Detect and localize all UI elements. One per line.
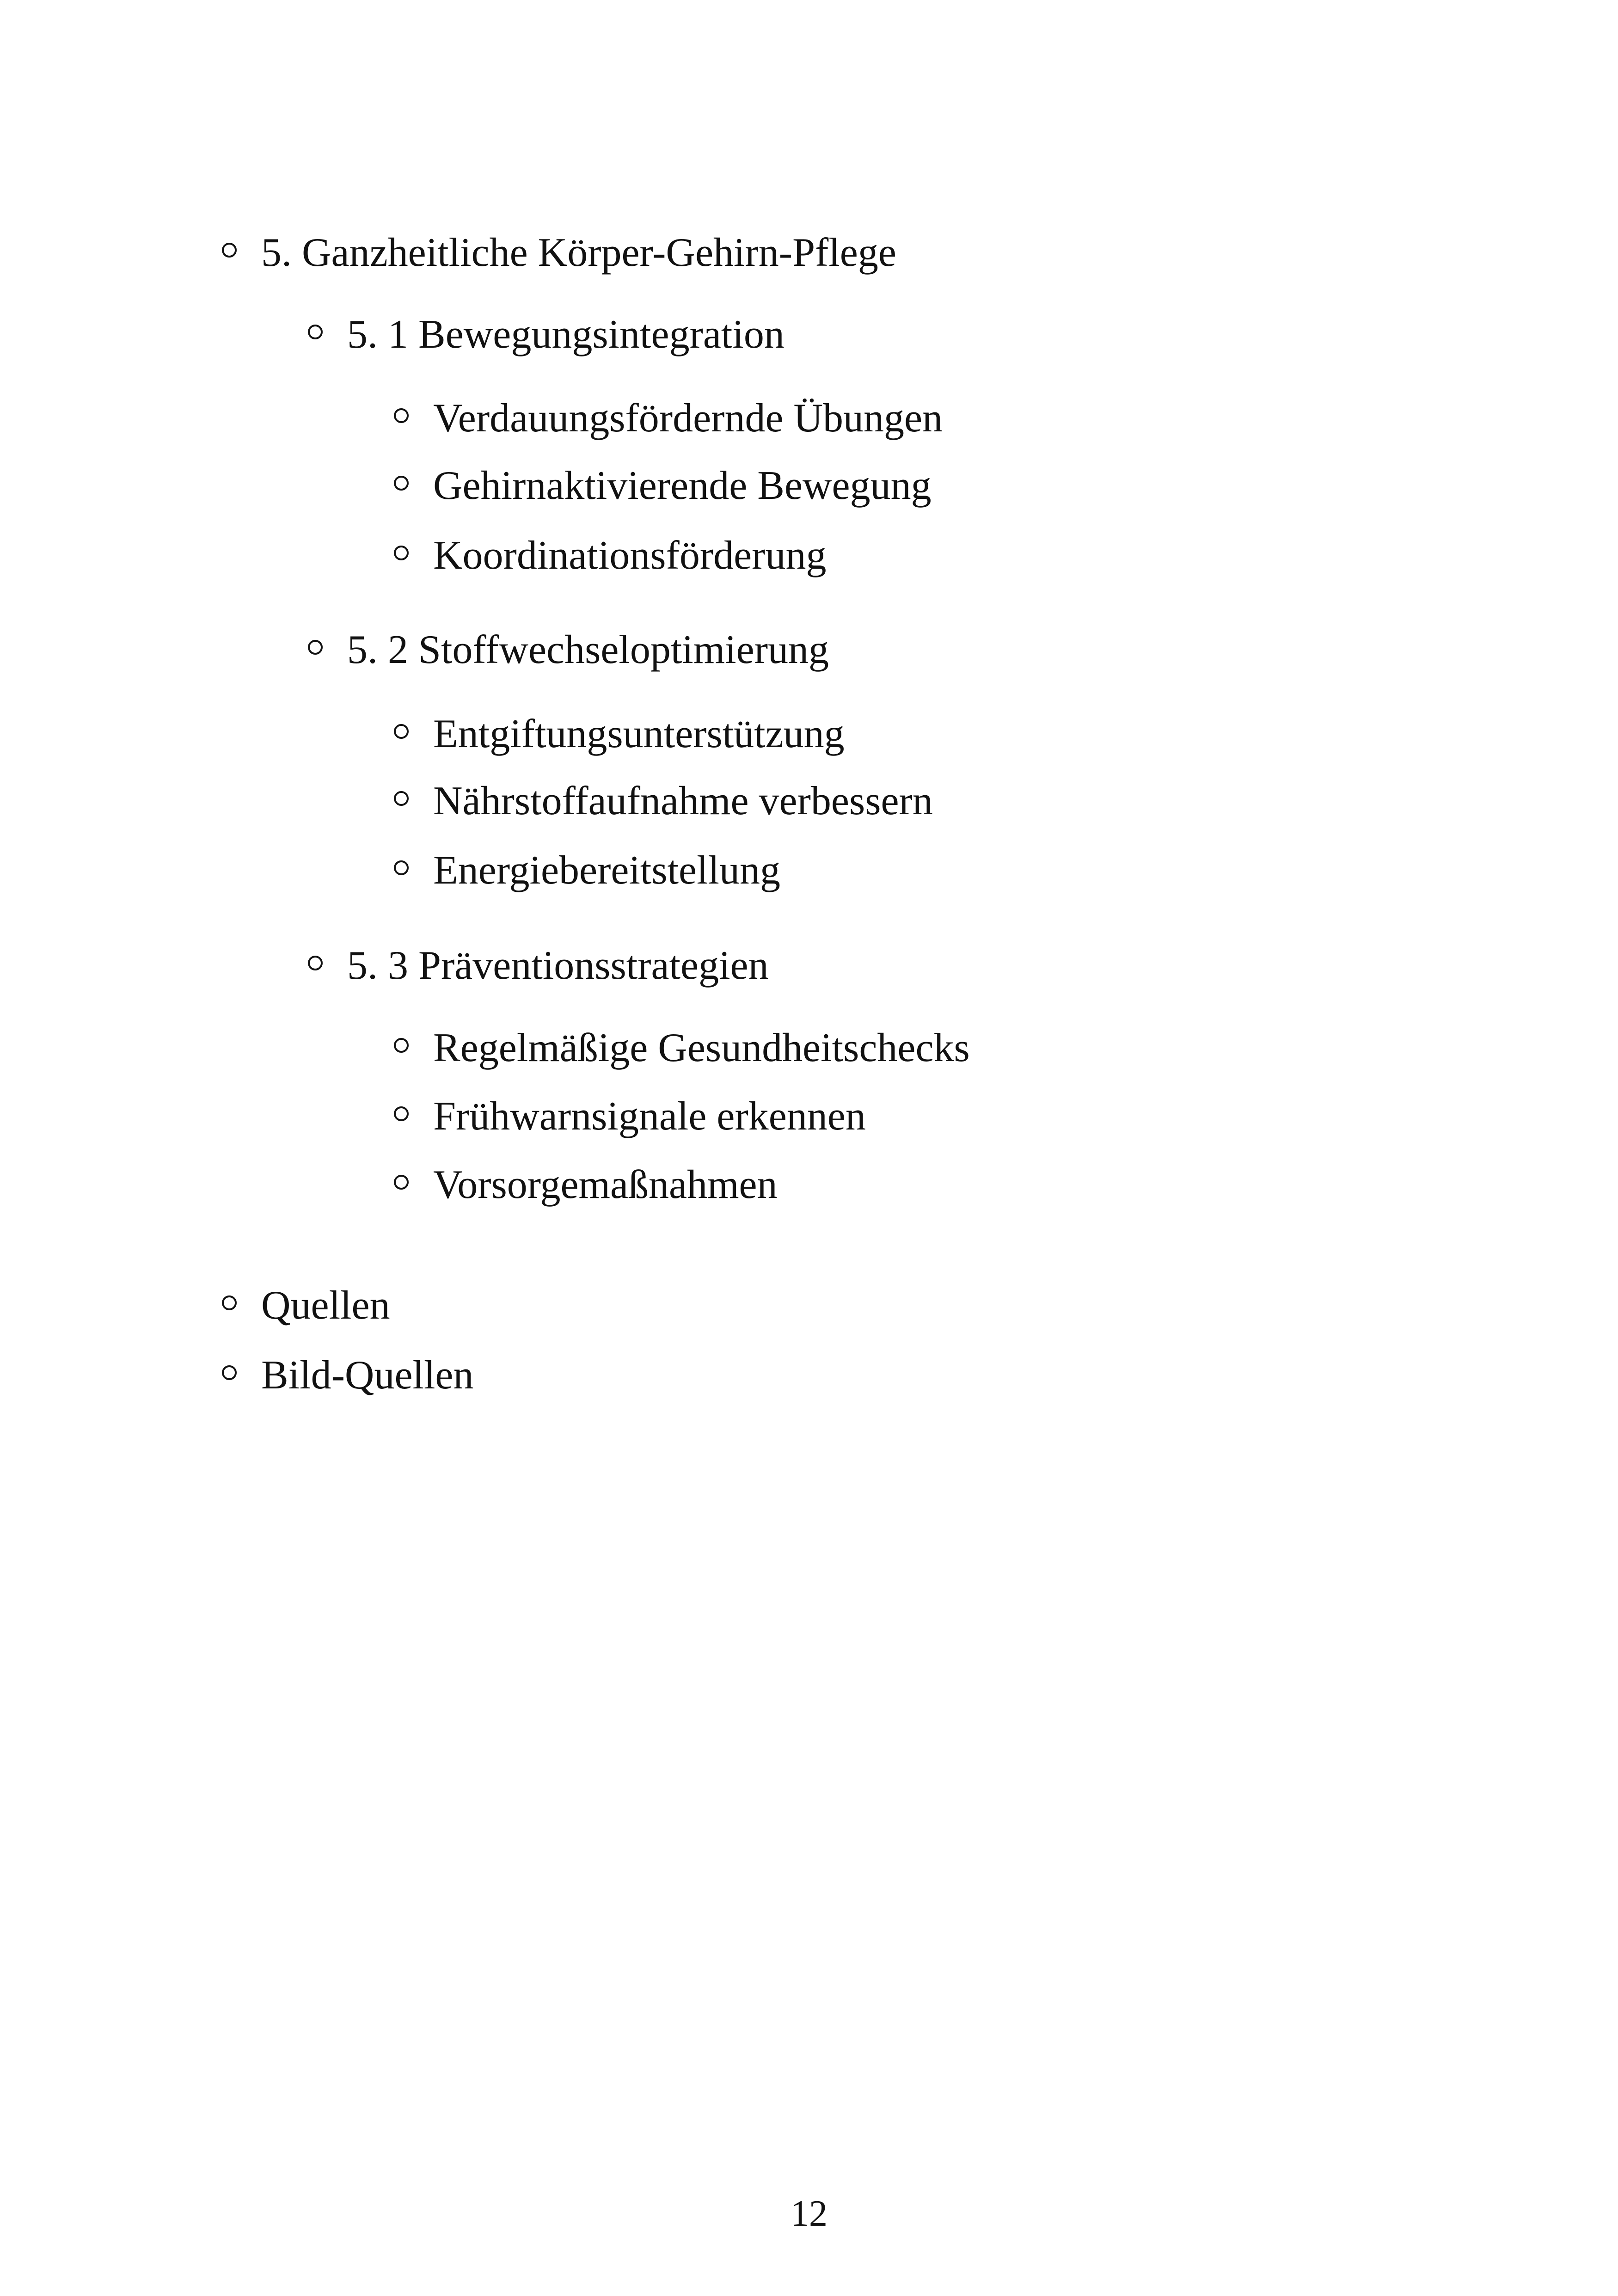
circle-bullet-icon xyxy=(394,860,409,875)
toc-item-label: Verdauungsfördernde Übungen xyxy=(433,396,943,441)
circle-bullet-icon xyxy=(308,640,323,655)
toc-item-label: Frühwarnsignale erkennen xyxy=(433,1094,866,1139)
toc-item-label: 5. Ganzheitliche Körper-Gehirn-Pflege xyxy=(261,230,896,275)
circle-bullet-icon xyxy=(394,1175,409,1190)
toc-item-label: Vorsorgemaßnahmen xyxy=(433,1162,778,1207)
circle-bullet-icon xyxy=(222,1295,237,1310)
circle-bullet-icon xyxy=(308,325,323,339)
circle-bullet-icon xyxy=(394,1038,409,1053)
toc-item-label: Koordinationsförderung xyxy=(433,533,827,578)
toc-item-label: Nährstoffaufnahme verbessern xyxy=(433,779,933,823)
toc-item-label: Energiebereitstellung xyxy=(433,848,781,893)
toc-item-label: Gehirnaktivierende Bewegung xyxy=(433,463,932,508)
toc-item-label: 5. 2 Stoffwechseloptimierung xyxy=(347,627,829,672)
toc-item-label: Bild-Quellen xyxy=(261,1353,474,1398)
circle-bullet-icon xyxy=(222,243,237,258)
circle-bullet-icon xyxy=(308,956,323,970)
page-number: 12 xyxy=(791,2193,827,2234)
circle-bullet-icon xyxy=(394,724,409,739)
circle-bullet-icon xyxy=(394,791,409,806)
toc-item-label: Entgiftungsunterstützung xyxy=(433,712,845,756)
circle-bullet-icon xyxy=(222,1365,237,1380)
toc-item-label: 5. 3 Präventionsstrategien xyxy=(347,943,769,988)
toc-item-label: Quellen xyxy=(261,1283,390,1328)
circle-bullet-icon xyxy=(394,546,409,560)
toc-item-label: Regelmäßige Gesundheitschecks xyxy=(433,1025,970,1070)
circle-bullet-icon xyxy=(394,408,409,423)
circle-bullet-icon xyxy=(394,476,409,491)
toc-item-label: 5. 1 Bewegungsintegration xyxy=(347,312,784,357)
circle-bullet-icon xyxy=(394,1106,409,1121)
